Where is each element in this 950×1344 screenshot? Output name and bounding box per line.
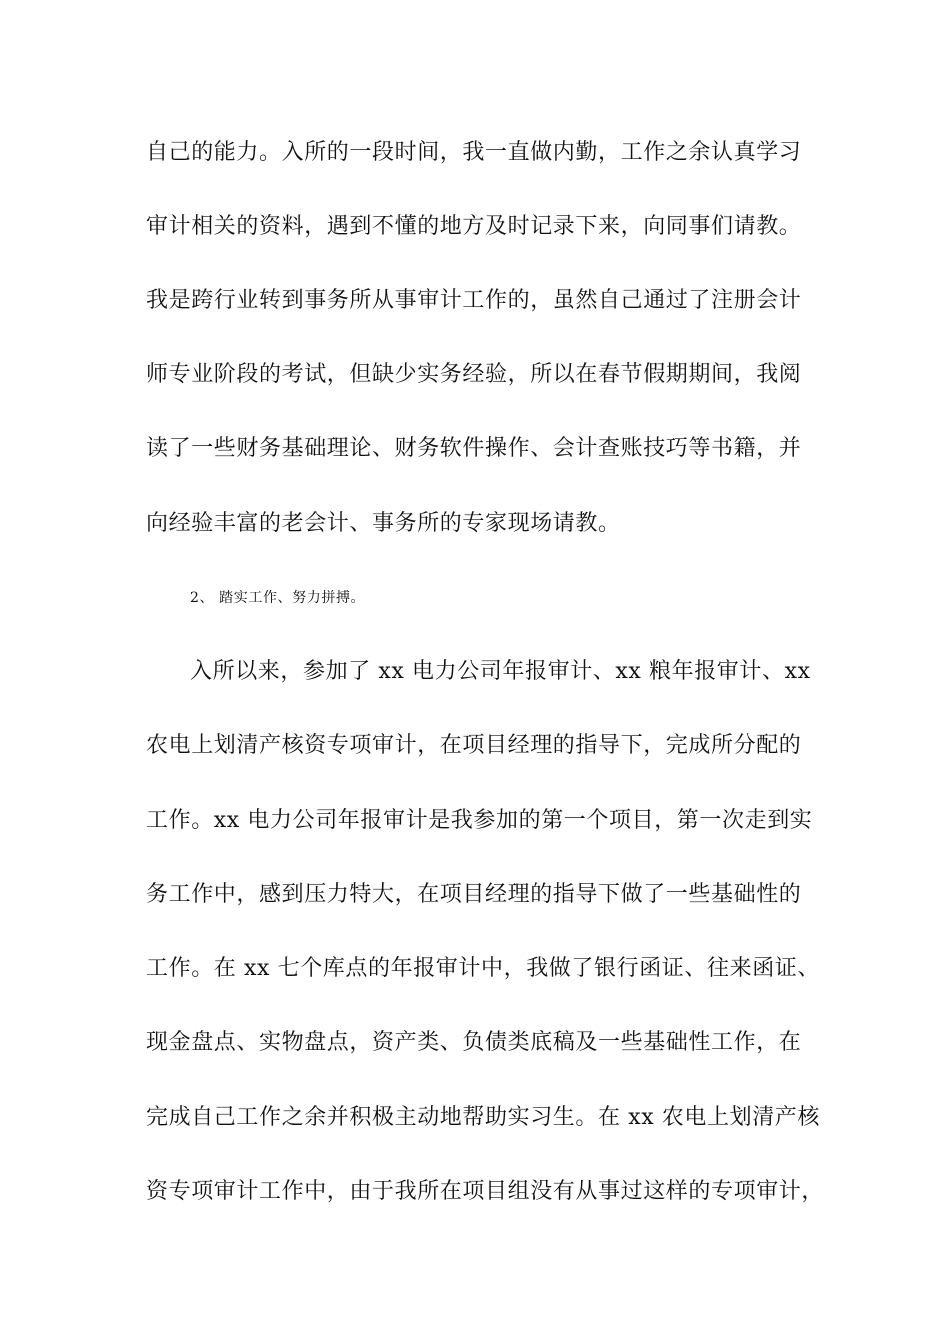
- paragraph-line: 现金盘点、实物盘点，资产类、负债类底稿及一些基础性工作，在: [146, 1030, 802, 1055]
- paragraph-line: 审计相关的资料，遇到不懂的地方及时记录下来，向同事们请教。: [146, 214, 802, 239]
- paragraph-line: 师专业阶段的考试，但缺少实务经验，所以在春节假期期间，我阅: [146, 362, 802, 387]
- paragraph-line: 向经验丰富的老会计、事务所的专家现场请教。: [146, 511, 621, 536]
- paragraph-line: 自己的能力。入所的一段时间，我一直做内勤，工作之余认真学习: [146, 140, 802, 165]
- paragraph-line: 完成自己工作之余并积极主动地帮助实习生。在 xx 农电上划清产核: [146, 1105, 821, 1130]
- paragraph-line: 工作。xx 电力公司年报审计是我参加的第一个项目，第一次走到实: [146, 808, 813, 833]
- paragraph-line: 工作。在 xx 七个库点的年报审计中，我做了银行函证、往来函证、: [146, 956, 821, 981]
- paragraph-line: 务工作中，感到压力特大，在项目经理的指导下做了一些基础性的: [146, 882, 802, 907]
- paragraph-line: 农电上划清产核资专项审计，在项目经理的指导下，完成所分配的: [146, 733, 802, 758]
- section-heading: 2、 踏实工作、努力拼搏。: [190, 590, 366, 606]
- paragraph-line: 读了一些财务基础理论、财务软件操作、会计查账技巧等书籍，并: [146, 436, 802, 461]
- paragraph-line: 资专项审计工作中，由于我所在项目组没有从事过这样的专项审计，: [146, 1179, 825, 1204]
- paragraph-line: 我是跨行业转到事务所从事审计工作的，虽然自己通过了注册会计: [146, 288, 802, 313]
- paragraph-line: 入所以来，参加了 xx 电力公司年报审计、xx 粮年报审计、xx: [190, 659, 811, 684]
